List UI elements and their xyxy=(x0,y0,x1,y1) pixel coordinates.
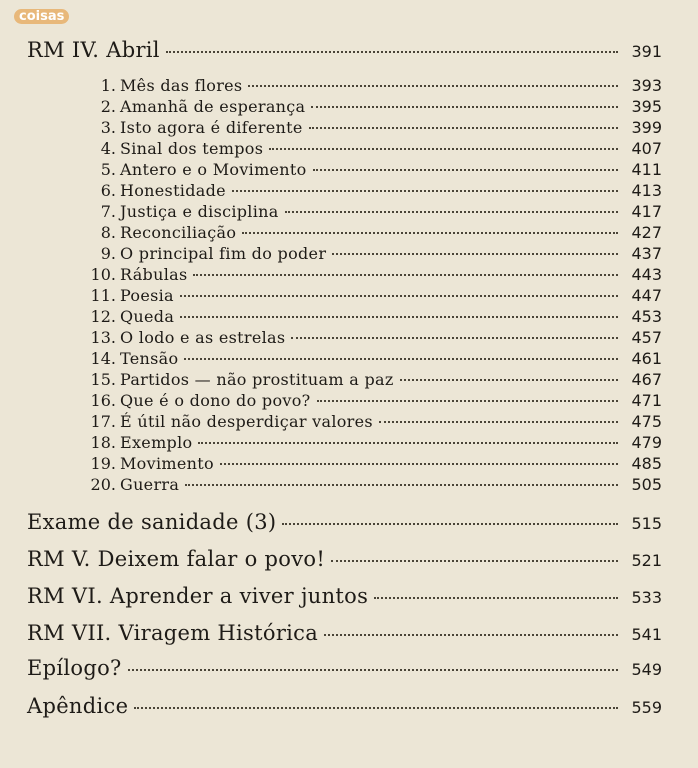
dot-leader xyxy=(220,463,618,465)
chapter-page: 475 xyxy=(631,412,662,431)
chapter-number: 4. xyxy=(100,139,116,158)
toc-chapter[interactable] xyxy=(80,202,662,221)
chapter-title: Justiça e disciplina xyxy=(120,202,279,221)
dot-leader xyxy=(242,232,618,234)
toc-chapter[interactable] xyxy=(80,265,662,284)
toc-chapter[interactable] xyxy=(80,160,662,179)
toc-chapter[interactable] xyxy=(80,97,662,116)
chapter-number: 7. xyxy=(100,202,116,221)
chapter-page: 417 xyxy=(631,202,662,221)
chapter-number: 10. xyxy=(90,265,116,284)
toc-chapter[interactable] xyxy=(80,370,662,389)
chapter-page: 393 xyxy=(631,76,662,95)
toc-chapter[interactable] xyxy=(80,349,662,368)
chapter-title: Queda xyxy=(120,307,175,326)
chapter-number: 12. xyxy=(90,307,116,326)
toc-chapter[interactable] xyxy=(80,412,662,431)
dot-leader xyxy=(193,274,618,276)
chapter-title: O principal fim do poder xyxy=(120,244,327,263)
toc-section-page: 549 xyxy=(631,660,662,679)
chapter-page: 485 xyxy=(631,454,662,473)
dot-leader xyxy=(134,707,618,709)
toc-section[interactable] xyxy=(27,694,662,718)
toc-section-page: 533 xyxy=(631,588,662,607)
toc-section-page: 515 xyxy=(631,514,662,533)
dot-leader xyxy=(180,295,618,297)
dot-leader xyxy=(379,421,618,423)
chapter-page: 395 xyxy=(631,97,662,116)
chapter-page: 407 xyxy=(631,139,662,158)
chapter-page: 479 xyxy=(631,433,662,452)
chapter-page: 505 xyxy=(631,475,662,494)
chapter-title: Tensão xyxy=(120,349,179,368)
chapter-title: Amanhã de esperança xyxy=(120,97,306,116)
toc-section[interactable] xyxy=(27,510,662,534)
chapter-title: Rábulas xyxy=(120,265,188,284)
toc-chapter[interactable] xyxy=(80,139,662,158)
chapter-number: 5. xyxy=(100,160,116,179)
chapter-number: 3. xyxy=(100,118,116,137)
dot-leader xyxy=(285,211,618,213)
toc-chapter[interactable] xyxy=(80,391,662,410)
toc-section-page: 541 xyxy=(631,625,662,644)
toc-chapter[interactable] xyxy=(80,328,662,347)
toc-chapter[interactable] xyxy=(80,181,662,200)
toc-section[interactable] xyxy=(27,38,662,62)
chapter-page: 399 xyxy=(631,118,662,137)
chapter-number: 8. xyxy=(100,223,116,242)
chapter-title: Poesia xyxy=(120,286,174,305)
chapter-title: Honestidade xyxy=(120,181,226,200)
dot-leader xyxy=(311,106,618,108)
chapter-title: Que é o dono do povo? xyxy=(120,391,311,410)
toc-chapter[interactable] xyxy=(80,433,662,452)
chapter-page: 461 xyxy=(631,349,662,368)
toc-section-title: RM V. Deixem falar o povo! xyxy=(27,547,326,571)
chapter-title: Reconciliação xyxy=(120,223,237,242)
toc-chapter[interactable] xyxy=(80,223,662,242)
chapter-page: 437 xyxy=(631,244,662,263)
chapter-page: 447 xyxy=(631,286,662,305)
toc-section-page: 391 xyxy=(631,42,662,61)
toc-section[interactable] xyxy=(27,656,662,680)
chapter-number: 17. xyxy=(90,412,116,431)
toc-section-title: RM VII. Viragem Histórica xyxy=(27,621,319,645)
chapter-number: 18. xyxy=(90,433,116,452)
dot-leader xyxy=(291,337,618,339)
chapter-number: 6. xyxy=(100,181,116,200)
dot-leader xyxy=(317,400,618,402)
watermark-logo: coisas xyxy=(14,9,69,24)
dot-leader xyxy=(198,442,618,444)
chapter-page: 467 xyxy=(631,370,662,389)
toc-section-title: Apêndice xyxy=(27,694,129,718)
dot-leader xyxy=(269,148,618,150)
chapter-title: Guerra xyxy=(120,475,180,494)
dot-leader xyxy=(324,634,618,636)
toc-section-page: 521 xyxy=(631,551,662,570)
chapter-title: Movimento xyxy=(120,454,214,473)
toc-chapter[interactable] xyxy=(80,475,662,494)
toc-section[interactable] xyxy=(27,547,662,571)
toc-section[interactable] xyxy=(27,584,662,608)
chapter-number: 16. xyxy=(90,391,116,410)
dot-leader xyxy=(184,358,618,360)
dot-leader xyxy=(400,379,618,381)
dot-leader xyxy=(313,169,618,171)
toc-section-page: 559 xyxy=(631,698,662,717)
chapter-number: 19. xyxy=(90,454,116,473)
toc-chapter[interactable] xyxy=(80,118,662,137)
toc-section-title: Exame de sanidade (3) xyxy=(27,510,277,534)
toc-chapter[interactable] xyxy=(80,307,662,326)
dot-leader xyxy=(309,127,618,129)
dot-leader xyxy=(331,560,618,562)
dot-leader xyxy=(185,484,618,486)
chapter-page: 427 xyxy=(631,223,662,242)
dot-leader xyxy=(282,523,618,525)
toc-chapter[interactable] xyxy=(80,76,662,95)
toc-section-title: RM VI. Aprender a viver juntos xyxy=(27,584,369,608)
chapter-page: 443 xyxy=(631,265,662,284)
dot-leader xyxy=(128,669,618,671)
chapter-title: Mês das flores xyxy=(120,76,243,95)
toc-chapter[interactable] xyxy=(80,244,662,263)
chapter-page: 453 xyxy=(631,307,662,326)
dot-leader xyxy=(232,190,618,192)
dot-leader xyxy=(248,85,618,87)
chapter-number: 20. xyxy=(90,475,116,494)
chapter-number: 1. xyxy=(100,76,116,95)
toc-section-title: Epílogo? xyxy=(27,656,122,680)
toc-chapter[interactable] xyxy=(80,454,662,473)
chapter-number: 11. xyxy=(90,286,116,305)
chapter-page: 471 xyxy=(631,391,662,410)
chapter-title: Isto agora é diferente xyxy=(120,118,303,137)
chapter-title: O lodo e as estrelas xyxy=(120,328,286,347)
chapter-number: 9. xyxy=(100,244,116,263)
chapter-number: 15. xyxy=(90,370,116,389)
chapter-title: Sinal dos tempos xyxy=(120,139,264,158)
chapter-title: Exemplo xyxy=(120,433,193,452)
toc-chapter[interactable] xyxy=(80,286,662,305)
toc-section-title: RM IV. Abril xyxy=(27,38,160,62)
dot-leader xyxy=(180,316,618,318)
toc-section[interactable] xyxy=(27,621,662,645)
dot-leader xyxy=(332,253,618,255)
chapter-number: 13. xyxy=(90,328,116,347)
chapter-number: 2. xyxy=(100,97,116,116)
chapter-page: 413 xyxy=(631,181,662,200)
chapter-title: Antero e o Movimento xyxy=(120,160,307,179)
chapter-number: 14. xyxy=(90,349,116,368)
dot-leader xyxy=(166,51,618,53)
chapter-title: É útil não desperdiçar valores xyxy=(120,412,373,431)
chapter-page: 411 xyxy=(631,160,662,179)
chapter-title: Partidos — não prostituam a paz xyxy=(120,370,394,389)
chapter-page: 457 xyxy=(631,328,662,347)
dot-leader xyxy=(374,597,618,599)
